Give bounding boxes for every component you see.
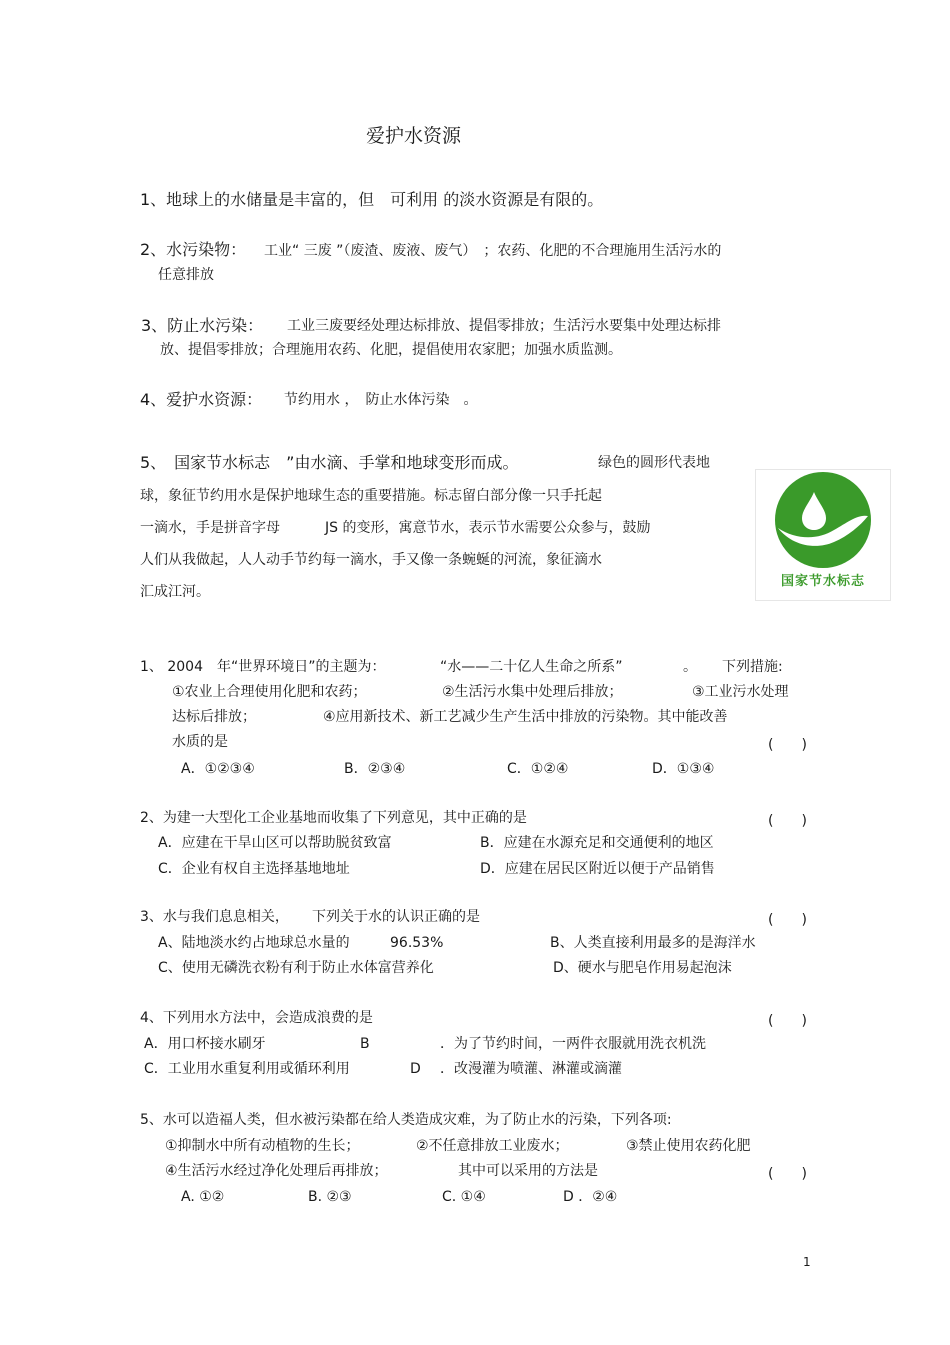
q1-item-1: ①农业上合理使用化肥和农药； xyxy=(172,684,367,700)
q3-option-d[interactable]: D、硬水与肥皂作用易起泡沫 xyxy=(553,960,732,976)
q1-item-3-cont: 达标后排放； xyxy=(172,709,256,725)
page-title: 爱护水资源 xyxy=(366,125,462,147)
q5-stem: 5、水可以造福人类，但水被污染都在给人类造成灾难，为了防止水的污染，下列各项: xyxy=(140,1112,672,1128)
q3-stem-b: 下列关于水的认识正确的是 xyxy=(312,909,480,925)
q5-option-b[interactable]: B. ②③ xyxy=(308,1189,352,1205)
note-2-continued: 任意排放 xyxy=(158,267,214,283)
q3-answer-blank[interactable]: ( ) xyxy=(768,912,807,928)
note-5-line-5: 汇成江河。 xyxy=(140,584,210,600)
note-3-heading: 3、防止水污染： xyxy=(141,316,264,335)
q5-item-3: ③禁止使用农药化肥 xyxy=(626,1138,751,1154)
water-drop-hand-globe-icon xyxy=(756,470,890,570)
q3-option-c[interactable]: C、使用无磷洗衣粉有利于防止水体富营养化 xyxy=(158,960,434,976)
note-3-continued: 放、提倡零排放；合理施用农药、化肥，提倡使用农家肥；加强水质监测。 xyxy=(160,342,622,358)
note-5-line-3a: 一滴水，手是拼音字母 xyxy=(140,520,280,536)
note-5-line-3b: JS 的变形，寓意节水，表示节水需要公众参与，鼓励 xyxy=(325,520,651,536)
q5-item-4: ④生活污水经过净化处理后再排放； xyxy=(165,1163,388,1179)
note-5-heading: 5、 国家节水标志 ”由水滴、手掌和地球变形而成。 xyxy=(140,453,519,472)
q4-option-b[interactable]: ．为了节约时间，一两件衣服就用洗衣机洗 xyxy=(440,1036,706,1052)
q5-option-a[interactable]: A. ①② xyxy=(181,1189,225,1205)
q1-theme: “水——二十亿人生命之所系” xyxy=(440,659,623,675)
q1-option-b[interactable]: B．②③④ xyxy=(344,761,406,777)
q2-option-b[interactable]: B．应建在水源充足和交通便利的地区 xyxy=(480,835,714,851)
q1-item-2: ②生活污水集中处理后排放； xyxy=(442,684,623,700)
q5-option-d[interactable]: D ．②④ xyxy=(563,1189,618,1205)
note-1: 1、地球上的水储量是丰富的，但 可利用 的淡水资源是有限的。 xyxy=(140,190,604,209)
q3-stem-a: 3、水与我们息息相关， xyxy=(140,909,289,925)
q2-answer-blank[interactable]: ( ) xyxy=(768,813,807,829)
page-number: 1 xyxy=(803,1255,811,1269)
q1-option-d[interactable]: D．①③④ xyxy=(652,761,715,777)
q4-option-d-letter[interactable]: D xyxy=(410,1061,421,1077)
q1-item-3: ③工业污水处理 xyxy=(692,684,789,700)
q1-option-c[interactable]: C．①②④ xyxy=(507,761,569,777)
q4-option-b-letter[interactable]: B xyxy=(360,1036,370,1052)
logo-label: 国家节水标志 xyxy=(780,574,865,589)
note-5-line-2: 球，象征节约用水是保护地球生态的重要措施。标志留白部分像一只手托起 xyxy=(140,488,602,504)
note-5-line-4: 人们从我做起，人人动手节约每一滴水，手又像一条蜿蜒的河流，象征滴水 xyxy=(140,552,602,568)
note-3-body: 工业三废要经处理达标排放、提倡零排放；生活污水要集中处理达标排 xyxy=(287,318,721,334)
q1-answer-blank[interactable]: ( ) xyxy=(768,737,807,753)
q5-item-1: ①抑制水中所有动植物的生长； xyxy=(165,1138,360,1154)
q4-answer-blank[interactable]: ( ) xyxy=(768,1013,807,1029)
note-5-tail: 绿色的圆形代表地 xyxy=(598,455,710,471)
q4-option-c[interactable]: C．工业用水重复利用或循环利用 xyxy=(144,1061,350,1077)
q1-item-4: ④应用新技术、新工艺减少生产生活中排放的污染物。其中能改善 xyxy=(323,709,728,725)
q5-item-2: ②不任意排放工业废水； xyxy=(416,1138,569,1154)
q3-option-a-value: 96.53% xyxy=(390,935,444,951)
q4-option-a[interactable]: A．用口杯接水刷牙 xyxy=(144,1036,266,1052)
q1-question: 水质的是 xyxy=(172,734,228,750)
q1-stem: 1、 2004 年“世界环境日”的主题为： xyxy=(140,659,386,675)
q1-period: 。 xyxy=(683,659,697,675)
q5-answer-blank[interactable]: ( ) xyxy=(768,1166,807,1182)
q1-option-a[interactable]: A．①②③④ xyxy=(181,761,255,777)
note-4-heading: 4、爱护水资源： xyxy=(140,390,263,409)
q1-measures-label: 下列措施: xyxy=(722,659,783,675)
note-2-body: 工业“ 三废 ”（废渣、废液、废气） ；农药、化肥的不合理施用生活污水的 xyxy=(264,243,722,259)
q4-stem: 4、下列用水方法中，会造成浪费的是 xyxy=(140,1010,373,1026)
q2-option-a[interactable]: A．应建在干旱山区可以帮助脱贫致富 xyxy=(158,835,392,851)
q3-option-b[interactable]: B、人类直接利用最多的是海洋水 xyxy=(550,935,756,951)
q3-option-a[interactable]: A、陆地淡水约占地球总水量的 xyxy=(158,935,350,951)
q4-option-d[interactable]: ．改漫灌为喷灌、淋灌或滴灌 xyxy=(440,1061,622,1077)
water-saving-logo xyxy=(755,469,891,601)
note-4-body: 节约用水 ， 防止水体污染 。 xyxy=(284,392,478,408)
q2-stem: 2、为建一大型化工企业基地而收集了下列意见，其中正确的是 xyxy=(140,810,527,826)
q5-option-c[interactable]: C. ①④ xyxy=(442,1189,486,1205)
note-2-heading: 2、水污染物： xyxy=(140,240,247,259)
q2-option-d[interactable]: D．应建在居民区附近以便于产品销售 xyxy=(480,861,715,877)
q5-question: 其中可以采用的方法是 xyxy=(458,1163,598,1179)
q2-option-c[interactable]: C．企业有权自主选择基地地址 xyxy=(158,861,350,877)
